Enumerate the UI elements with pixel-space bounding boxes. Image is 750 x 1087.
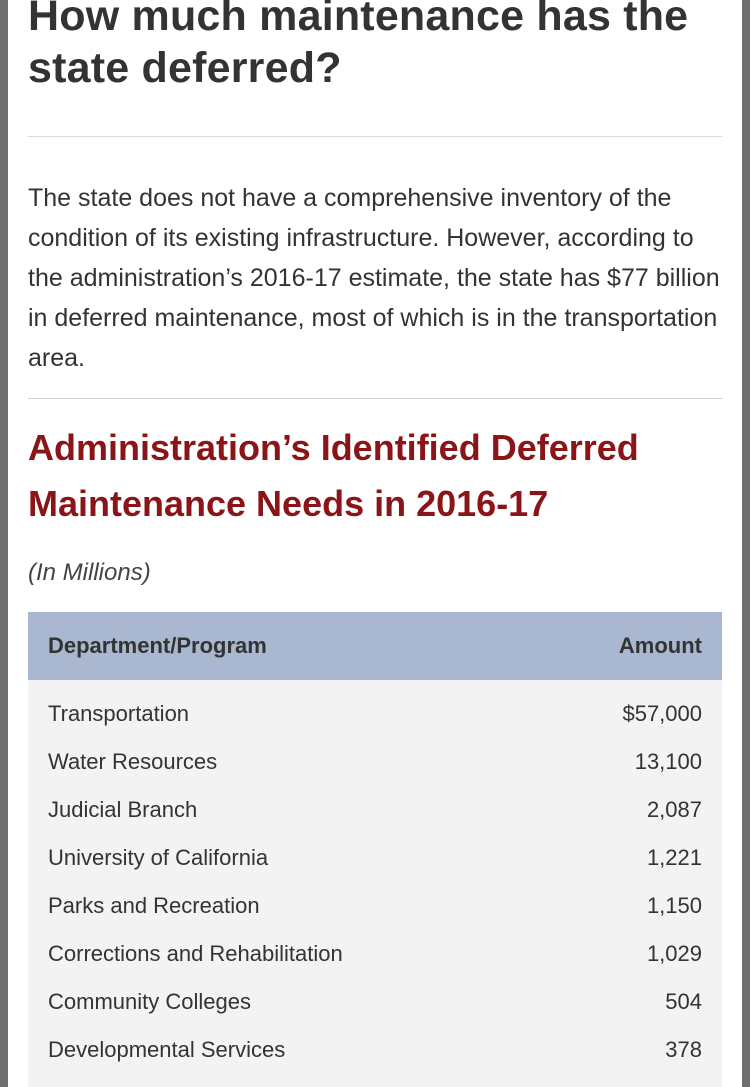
page-title: How much maintenance has the state deferred? (28, 0, 689, 92)
department-cell: Community Colleges (48, 989, 251, 1014)
table-row (28, 690, 722, 738)
department-cell: University of California (48, 845, 269, 870)
department-cell: Judicial Branch (48, 797, 198, 822)
amount-cell: 13,100 (634, 749, 702, 774)
article-page (8, 0, 742, 1087)
department-cell: Transportation (48, 701, 190, 726)
amount-cell: 2,087 (646, 797, 702, 822)
table-row (28, 882, 722, 930)
amount-cell: 504 (665, 989, 702, 1014)
table-row (28, 1026, 722, 1074)
amount-cell: 1,150 (646, 893, 702, 918)
department-cell: Developmental Services (48, 1037, 286, 1062)
department-cell: Corrections and Rehabilitation (48, 941, 343, 966)
department-cell: Parks and Recreation (48, 893, 260, 918)
divider (28, 398, 722, 399)
table-row (28, 834, 722, 882)
amount-cell: 1,221 (646, 845, 702, 870)
table-row (28, 786, 722, 834)
amount-cell: $57,000 (622, 701, 702, 726)
table-row (28, 738, 722, 786)
amount-cell: 378 (665, 1037, 702, 1062)
deferred-maintenance-table (28, 612, 722, 1087)
table-body (28, 680, 722, 1074)
amount-cell: 1,029 (646, 941, 702, 966)
table-row (28, 978, 722, 1026)
column-header-department: Department/Program (48, 633, 267, 658)
figure-subtitle: (In Millions) (28, 559, 151, 586)
divider (28, 136, 722, 137)
intro-paragraph: The state does not have a comprehensive inventory of the condition of its existing infrastructure. However, according to the administration’s 2016-17 estimate, the state has $77 billion in deferred maintenance, most of which is in the transportation area. (28, 184, 720, 372)
table-header (28, 612, 722, 680)
column-header-amount: Amount (618, 633, 702, 658)
figure-title: Administration’s Identified Deferred Maintenance Needs in 2016-17 (28, 427, 639, 524)
table-row (28, 930, 722, 978)
department-cell: Water Resources (48, 749, 218, 774)
